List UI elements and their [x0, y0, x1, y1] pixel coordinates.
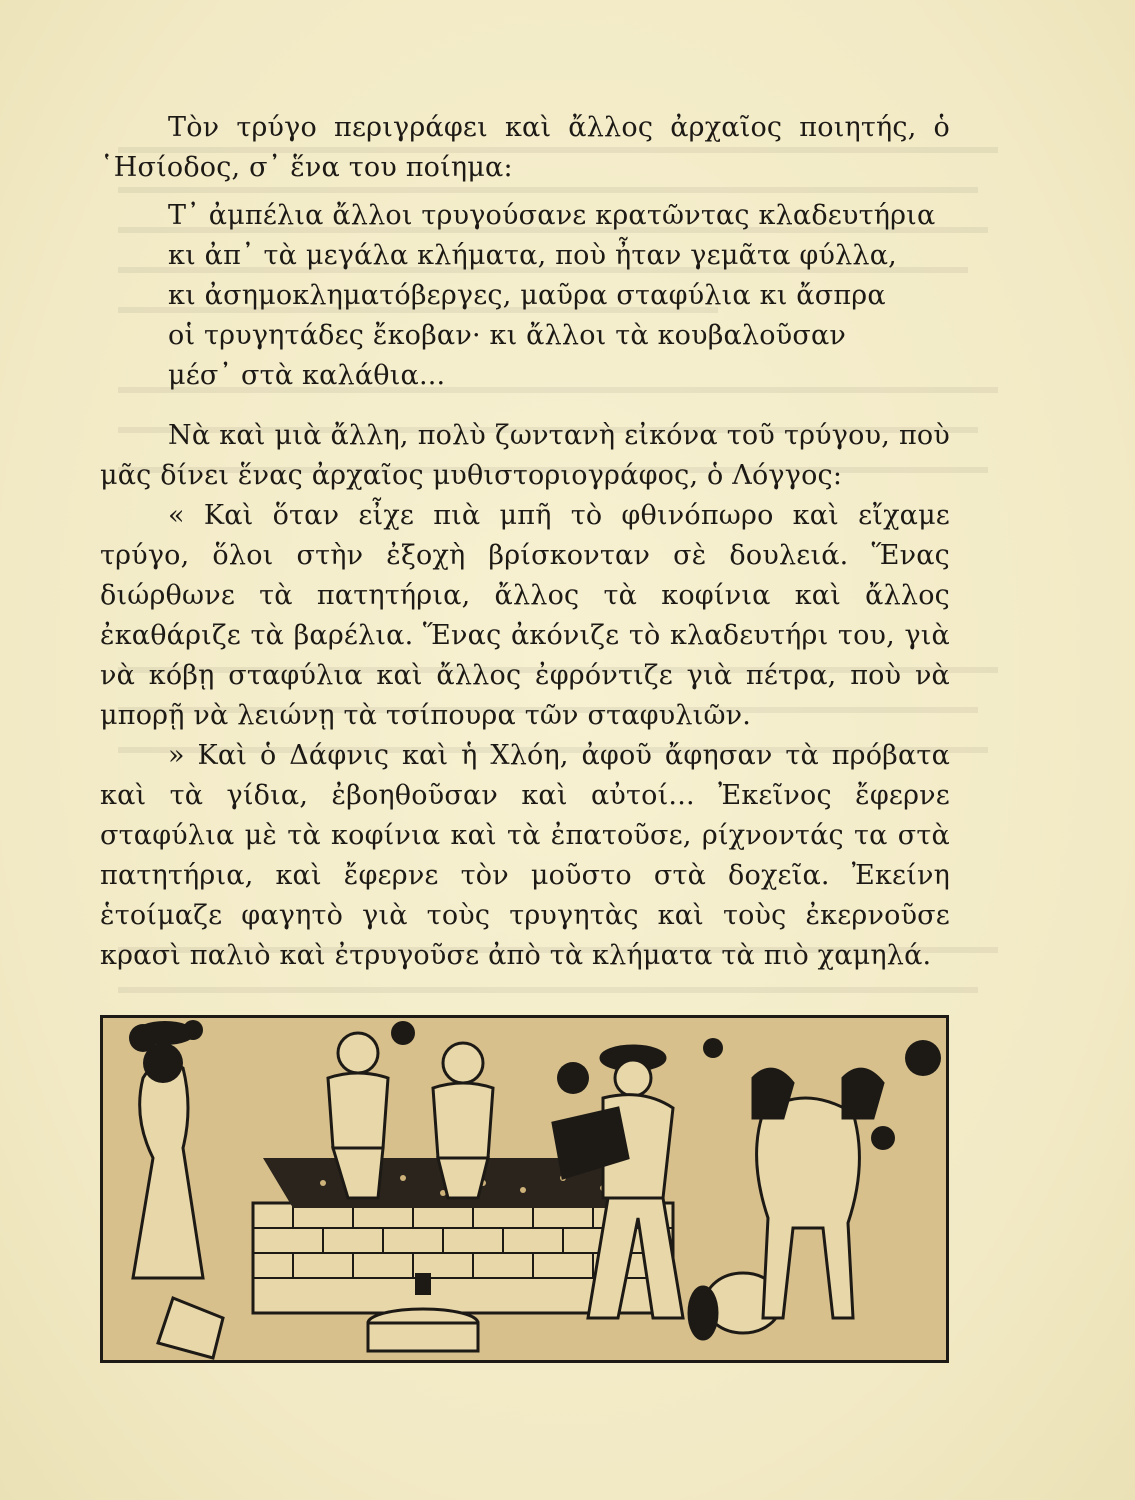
- poem-line: κι ἀπ᾽ τὰ μεγάλα κλήματα, ποὺ ἦταν γεμᾶτα φύλλα,: [168, 240, 897, 271]
- poem-quote: [168, 196, 950, 396]
- body-text: [100, 108, 950, 976]
- poem-line: μέσ᾽ στὰ καλάθια...: [168, 360, 446, 391]
- paragraph-2: Νὰ καὶ μιὰ ἄλλη, πολὺ ζωντανὴ εἰκόνα τοῦ τρύγου, ποὺ μᾶς δίνει ἕνας ἀρχαῖος μυθιστοριογράφος, ὁ Λόγγος:: [100, 420, 950, 491]
- paragraph-3: « Καὶ ὅταν εἶχε πιὰ μπῆ τὸ φθινόπωρο καὶ εἴχαμε τρύγο, ὅλοι στὴν ἐξοχὴ βρίσκονταν σὲ δουλειά. Ἕνας διώρθωνε τὰ πατητήρια, ἄλλος τὰ κοφίνια καὶ ἄλλος ἐκαθάριζε τὰ βαρέλια. Ἕνας ἀκόνιζε τὸ κλαδευτήρι του, γιὰ νὰ κόβῃ σταφύλια καὶ ἄλλος ἐφρόντιζε γιὰ πέτρα, ποὺ νὰ μπορῇ νὰ λειώνῃ τὰ τσίπουρα τῶν σταφυλιῶν.: [100, 500, 950, 731]
- poem-line: κι ἀσημοκληματόβεργες, μαῦρα σταφύλια κι ἄσπρα: [168, 280, 886, 311]
- paragraph-1: Τὸν τρύγο περιγράφει καὶ ἄλλος ἀρχαῖος ποιητής, ὁ ῾Ησίοδος, σ᾽ ἕνα του ποίημα:: [100, 112, 950, 183]
- paragraph-4: » Καὶ ὁ Δάφνις καὶ ἡ Χλόη, ἀφοῦ ἄφησαν τὰ πρόβατα καὶ τὰ γίδια, ἐβοηθοῦσαν καὶ αὐτοί... Ἐκεῖνος ἔφερνε σταφύλια μὲ τὰ κοφίνια καὶ τὰ ἐπατοῦσε, ρίχνοντάς τα στὰ πατητήρια, καὶ ἔφερνε τὸν μοῦστο στὰ δοχεῖα. Ἐκείνη ἑτοίμαζε φαγητὸ γιὰ τοὺς τρυγητὰς καὶ τοὺς ἐκερνοῦσε κρασὶ παλιὸ καὶ ἐτρυγοῦσε ἀπὸ τὰ κλήματα τὰ πιὸ χαμηλά.: [100, 740, 950, 971]
- poem-line: οἱ τρυγητάδες ἔκοβαν· κι ἄλλοι τὰ κουβαλοῦσαν: [168, 320, 847, 351]
- poem-line: Τ᾽ ἀμπέλια ἄλλοι τρυγούσανε κρατῶντας κλαδευτήρια: [168, 200, 936, 231]
- grape-harvest-illustration: [100, 1015, 949, 1363]
